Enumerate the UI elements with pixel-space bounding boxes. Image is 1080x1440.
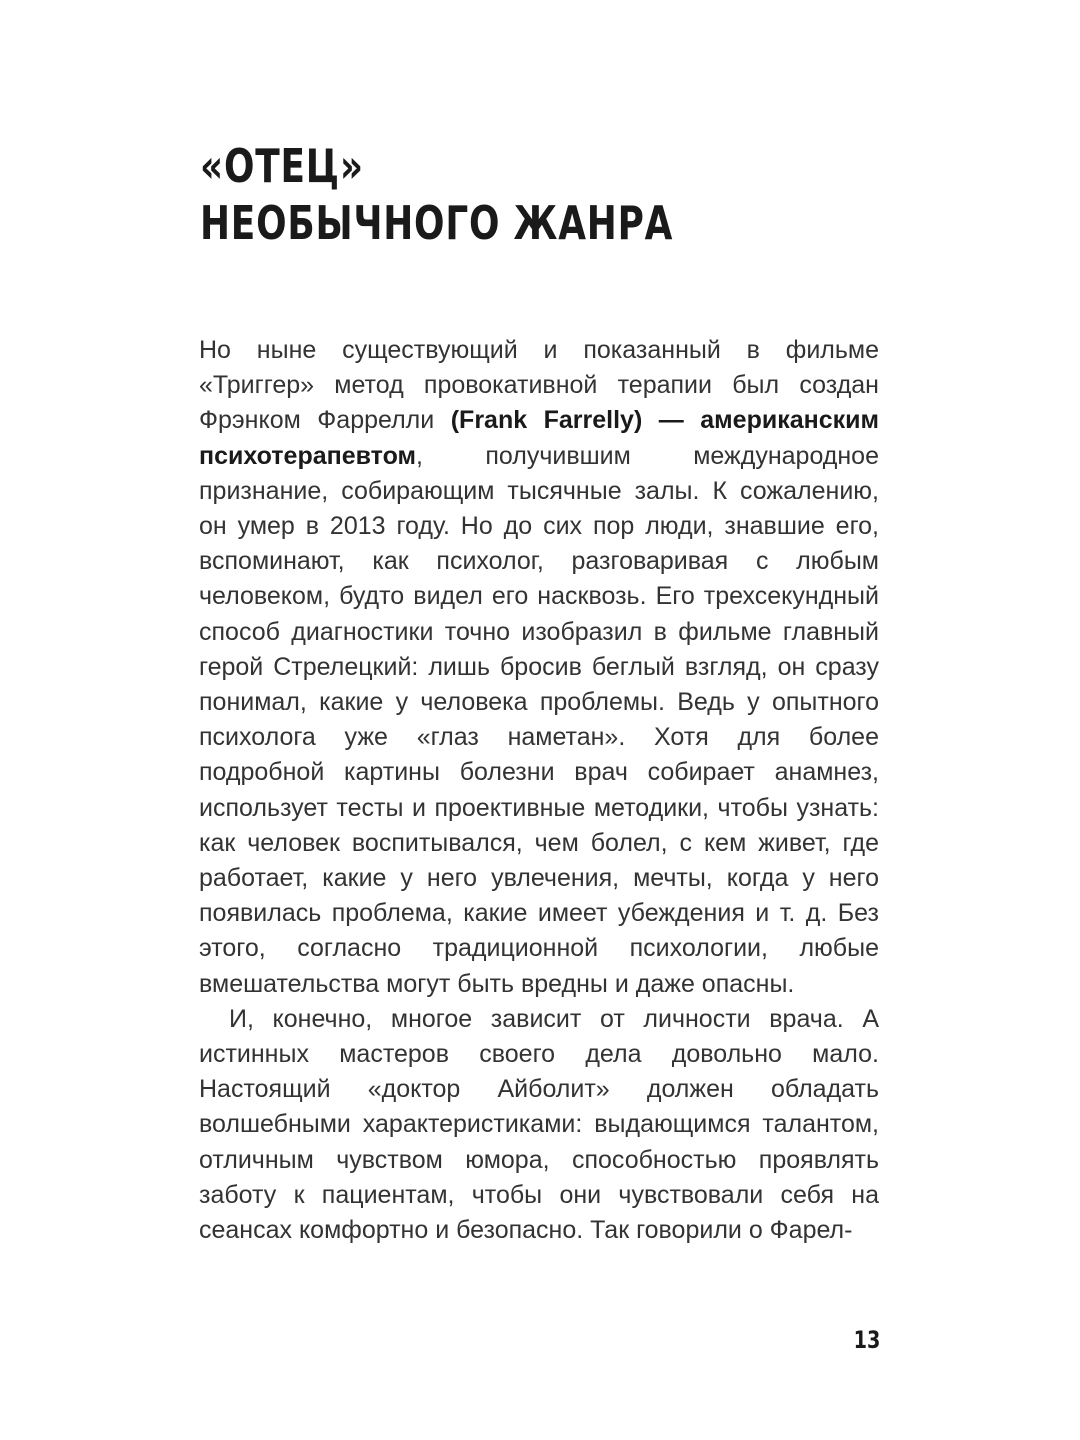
paragraph-2: И, конечно, многое зависит от личности врача. А истинных мастеров своего дела довольно мало. Настоящий «доктор Айболит» должен обладать волшебными характеристиками: выдающимся талантом, отличным чувством юмора, способностью проявлять заботу к пациентам, чтобы они чувствовали себя на сеансах комфортно и безопасно. Так говорили о Фарел- (199, 1004, 879, 1245)
page-number: 13 (853, 1326, 880, 1354)
paragraph-1-bold-text: (Frank Farrelly) — американским психотерапевтом (199, 406, 880, 470)
chapter-title-line-1: «ОТЕЦ» (200, 139, 364, 193)
chapter-title (200, 138, 746, 252)
paragraph-1-text-b: , получившим международное признание, собирающим тысячные залы. К сожалению, он умер в 2013 году. Но до сих пор люди, знавшие его, вспоминают, как психолог, разговаривая с любым человеком, будто видел его насквозь. Его трехсекундный способ диагностики точно изобразил в фильме главный герой Стрелецкий: лишь бросив беглый взгляд, он сразу понимал, какие у человека проблемы. Ведь у опытного психолога уже «глаз наметан». Хотя для более подробной картины болезни врач собирает анамнез, использует тесты и проективные методики, чтобы узнать: как человек воспитывался, чем болел, с кем живет, где работает, какие у него увлечения, мечты, когда у него появилась проблема, какие имеет убеждения и т. д. Без этого, согласно традиционной психологии, любые вмешательства могут быть вредны и даже опасны. (199, 441, 879, 998)
body-text (199, 333, 879, 1248)
paragraph-1-text-a: Но ныне существующий и показанный в фильме «Триггер» метод провокативной терапии был создан Фрэнком Фаррелли (199, 336, 879, 435)
paragraph-1 (199, 333, 879, 1002)
chapter-title-line-2: НЕОБЫЧНОГО ЖАНРА (200, 196, 674, 250)
